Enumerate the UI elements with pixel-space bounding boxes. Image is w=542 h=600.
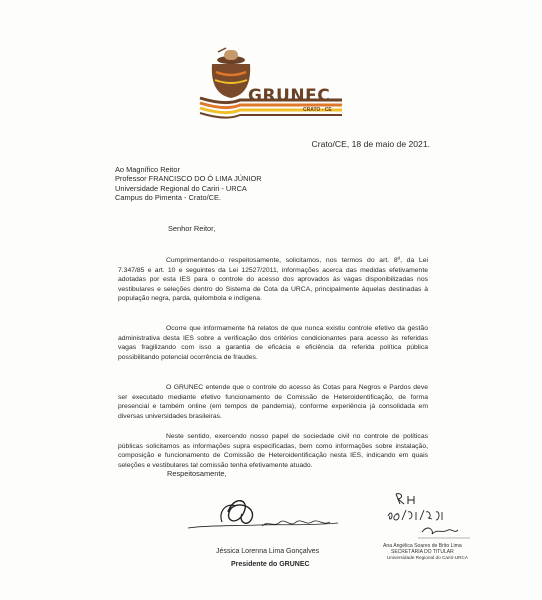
logo-subtitle: CRATO - CE (303, 107, 332, 113)
signer-role: Presidente do GRUNEC (231, 561, 310, 568)
signer-name: Jéssica Lorenna Lima Gonçalves (216, 548, 320, 555)
stamp-name: Ana Angélica Soares de Brito Lima (383, 543, 462, 549)
recipient-address (115, 165, 262, 203)
stamp-role: SECRETÁRIA DO TITULAR (391, 549, 454, 555)
address-line: Universidade Regional do Cariri - URCA (115, 183, 247, 193)
paragraph: O GRUNEC entende que o controle do acesso às Cotas para Negros e Pardos deve ser executado mediante efetivo funcionamento de Comissão de Heteroidentificação, de forma presencial e também online (em tempos de pandemia), conforme experiência já consolidada em diversas universidades brasileiras. (118, 384, 428, 420)
paragraph: Neste sentido, exercendo nosso papel de sociedade civil no controle de políticas públicas solicitamos as informações supra especificadas, bem como informações sobre instalação, composição e funcionamento de Comissão de Heteroidentificação nesta IES, indicando em quais seleções e vestibulares tal comissão tenha efetivamente atuado. (118, 433, 428, 469)
address-line: Campus do Pimenta - Crato/CE. (115, 193, 221, 203)
handwritten-signature (178, 492, 348, 534)
paragraph: Ocorre que informamente há relatos de que nunca existiu controle efetivo da gestão administrativa desta IES sobre a verificação dos critérios condicionantes para acesso às referidas vagas fragilizando com isso a garantia de eficácia e eficiência da referida política pública possibilitando potencial ocorrência de fraudes. (118, 325, 428, 361)
logo-wordmark: GRUNEC (248, 86, 331, 106)
receipt-stamp-handwriting (382, 488, 472, 548)
address-line: Ao Magnífico Reitor (115, 165, 180, 174)
salutation: Senhor Reitor, (168, 224, 216, 233)
dateline: Crato/CE, 18 de maio de 2021. (311, 139, 430, 149)
closing: Respeitosamente, (167, 469, 227, 478)
stamp-organization: Universidade Regional do Cariri-URCA (387, 555, 469, 560)
paragraph: Cumprimentando-o respeitosamente, solicitamos, nos termos do art. 8º, da Lei 7.347/85 e art. 10 e seguintes da Lei 12527/2011, informações acerca das medidas efetivamente adotadas por esta IES para o controle do acesso dos aprovados às vagas disponibilizadas nos vestibulares e seleções dentro do Sistema de Cota da URCA, principalmente àquelas destinadas à população negra, parda, quilombola e indígena. (118, 257, 428, 303)
address-line: Professor FRANCISCO DO Ó LIMA JÚNIOR (115, 174, 262, 184)
